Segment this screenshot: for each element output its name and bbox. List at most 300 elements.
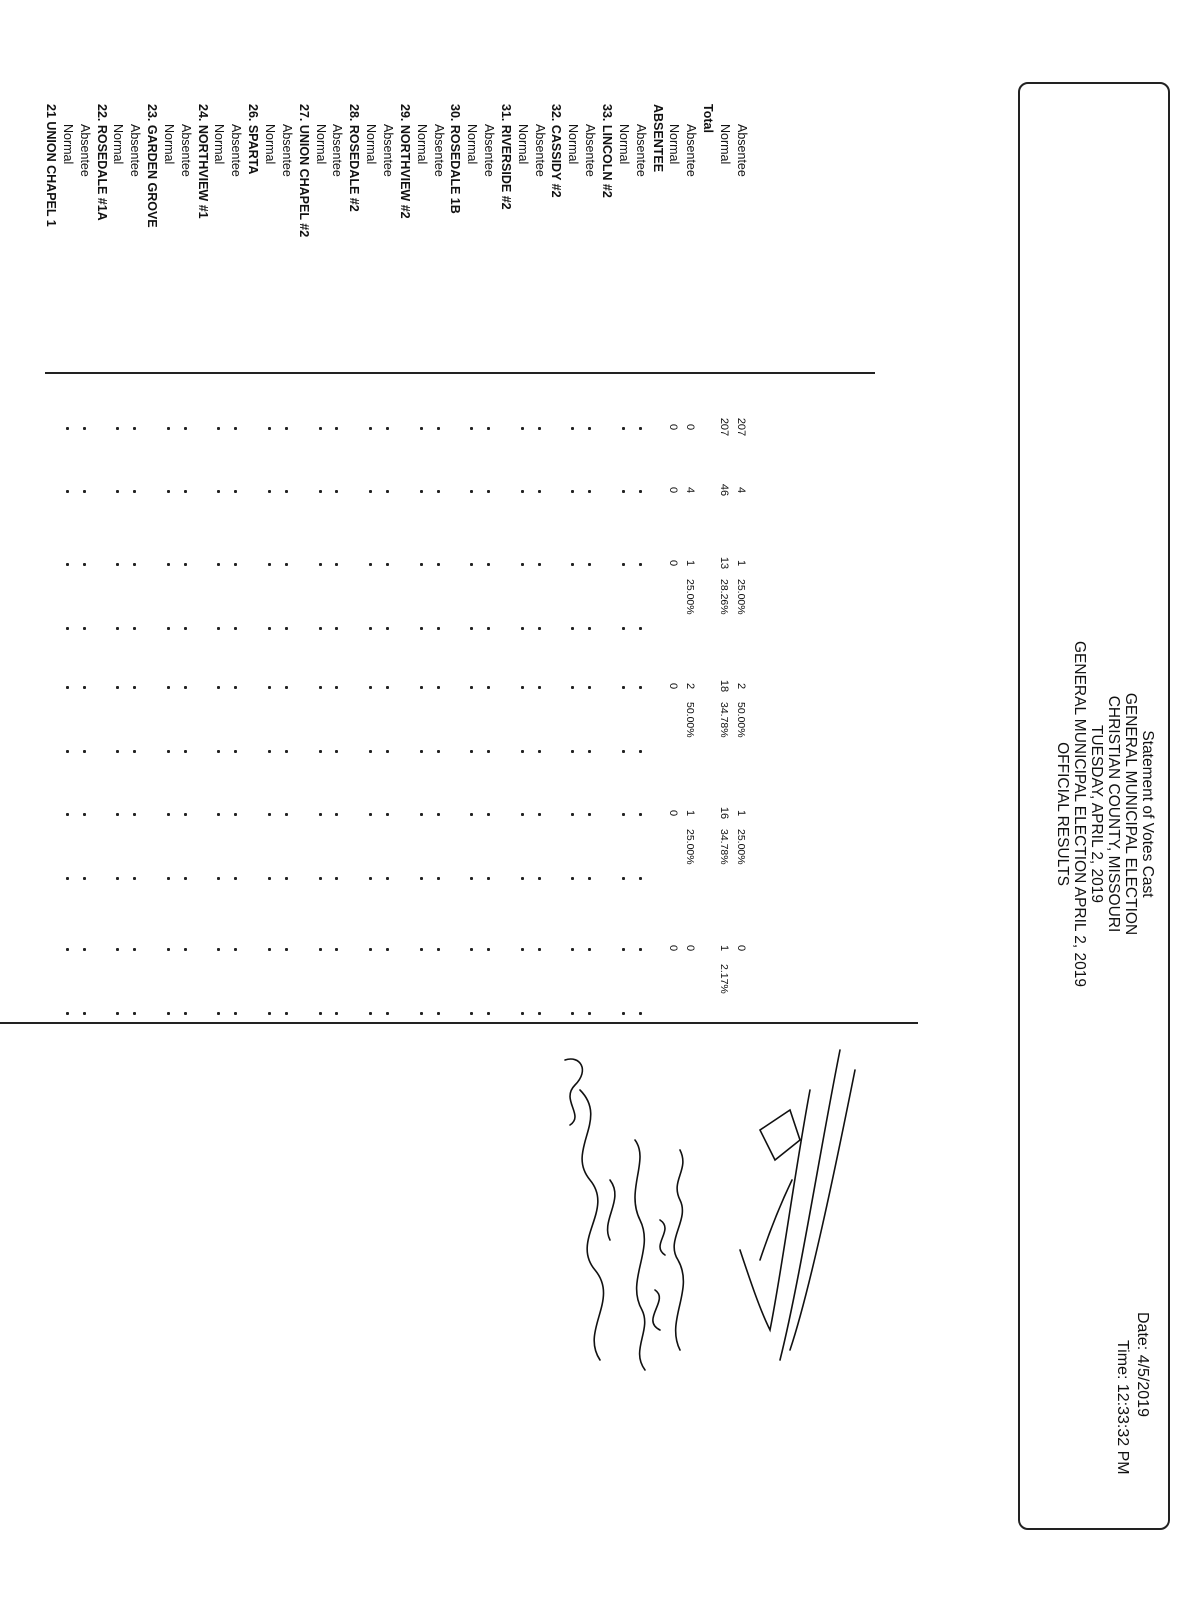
empty-pct-dot (369, 750, 372, 753)
empty-pct-dot (133, 877, 136, 880)
empty-cell-dot (639, 813, 642, 816)
empty-pct-dot (133, 627, 136, 630)
empty-pct-dot (83, 1012, 86, 1015)
precinct-label: 31. RIVERSIDE #2 (498, 104, 513, 210)
empty-cell-dot (386, 490, 389, 493)
empty-cell-dot (218, 490, 221, 493)
empty-pct-dot (521, 750, 524, 753)
empty-cell-dot (622, 490, 625, 493)
empty-cell-dot (234, 813, 237, 816)
precinct-label: 32. CASSIDY #2 (549, 104, 564, 198)
empty-pct-dot (218, 877, 221, 880)
empty-cell-dot (437, 490, 440, 493)
vote-percent: 28.26% (718, 579, 730, 615)
empty-pct-dot (184, 750, 187, 753)
empty-pct-dot (437, 627, 440, 630)
empty-cell-dot (319, 948, 322, 951)
empty-cell-dot (521, 490, 524, 493)
empty-pct-dot (437, 877, 440, 880)
empty-cell-dot (285, 813, 288, 816)
vote-type-label: Absentee (532, 124, 547, 177)
empty-cell-dot (470, 490, 473, 493)
title-line: CHRISTIAN COUNTY, MISSOURI (1105, 695, 1122, 933)
vote-percent: 34.78% (718, 829, 730, 865)
vote-type-label: Normal (212, 124, 227, 165)
empty-pct-dot (639, 1012, 642, 1015)
vote-type-label: Absentee (77, 124, 92, 177)
precinct-label: 26. SPARTA (246, 104, 261, 175)
empty-cell-dot (116, 427, 119, 430)
empty-pct-dot (133, 750, 136, 753)
empty-cell-dot (66, 563, 69, 566)
empty-cell-dot (369, 686, 372, 689)
empty-pct-dot (268, 750, 271, 753)
empty-cell-dot (285, 686, 288, 689)
empty-cell-dot (538, 813, 541, 816)
empty-cell-dot (538, 427, 541, 430)
empty-cell-dot (116, 563, 119, 566)
vote-count: 0 (667, 559, 680, 567)
empty-pct-dot (335, 1012, 338, 1015)
empty-pct-dot (622, 1012, 625, 1015)
vote-count: 0 (667, 944, 680, 952)
empty-cell-dot (571, 427, 574, 430)
vote-type-label: Normal (60, 124, 75, 165)
empty-pct-dot (167, 750, 170, 753)
empty-cell-dot (285, 427, 288, 430)
vote-count: 0 (667, 809, 680, 817)
empty-pct-dot (521, 877, 524, 880)
empty-pct-dot (66, 627, 69, 630)
empty-cell-dot (386, 686, 389, 689)
empty-cell-dot (218, 948, 221, 951)
empty-pct-dot (268, 1012, 271, 1015)
vote-count: 207 (734, 417, 747, 437)
empty-pct-dot (184, 1012, 187, 1015)
vote-type-label: Absentee (381, 124, 395, 177)
empty-cell-dot (66, 813, 69, 816)
empty-pct-dot (369, 1012, 372, 1015)
label-divider-rule (45, 372, 875, 374)
empty-cell-dot (571, 490, 574, 493)
empty-pct-dot (116, 627, 119, 630)
empty-cell-dot (571, 813, 574, 816)
vote-type-label: Absentee (431, 124, 446, 177)
empty-pct-dot (437, 750, 440, 753)
empty-cell-dot (487, 427, 490, 430)
empty-cell-dot (116, 490, 119, 493)
precinct-label: 29. NORTHVIEW #2 (397, 104, 412, 219)
vote-type-label: Normal (718, 124, 732, 165)
empty-pct-dot (420, 627, 423, 630)
empty-cell-dot (285, 563, 288, 566)
empty-pct-dot (369, 627, 372, 630)
empty-cell-dot (571, 563, 574, 566)
empty-cell-dot (639, 686, 642, 689)
empty-cell-dot (386, 948, 389, 951)
title-line: OFFICIAL RESULTS (1054, 742, 1071, 886)
empty-cell-dot (133, 490, 136, 493)
vote-count: 0 (667, 682, 680, 690)
vote-type-label: Absentee (229, 124, 244, 177)
empty-cell-dot (538, 686, 541, 689)
empty-cell-dot (639, 563, 642, 566)
empty-pct-dot (167, 627, 170, 630)
vote-percent: 50.00% (734, 702, 747, 738)
empty-cell-dot (369, 813, 372, 816)
empty-cell-dot (218, 427, 221, 430)
vote-type-label: Absentee (279, 124, 294, 177)
empty-pct-dot (386, 627, 389, 630)
empty-cell-dot (369, 948, 372, 951)
empty-pct-dot (319, 1012, 322, 1015)
empty-cell-dot (639, 427, 642, 430)
empty-cell-dot (588, 686, 591, 689)
vote-count: 1 (684, 559, 697, 567)
empty-cell-dot (116, 813, 119, 816)
vote-count: 2 (734, 682, 747, 690)
precinct-label: 21 UNION CHAPEL 1 (44, 104, 58, 227)
vote-count: 0 (667, 486, 680, 494)
empty-cell-dot (420, 813, 423, 816)
precinct-label: 28. ROSEDALE #2 (347, 104, 362, 212)
empty-pct-dot (622, 750, 625, 753)
vote-type-label: Absentee (633, 124, 648, 177)
empty-cell-dot (234, 427, 237, 430)
empty-pct-dot (622, 627, 625, 630)
empty-cell-dot (521, 948, 524, 951)
empty-cell-dot (83, 813, 86, 816)
vote-type-label: Normal (161, 124, 176, 165)
vote-count: 0 (734, 944, 747, 952)
vote-type-label: Absentee (734, 124, 749, 177)
empty-cell-dot (319, 813, 322, 816)
empty-cell-dot (83, 948, 86, 951)
empty-cell-dot (167, 490, 170, 493)
empty-cell-dot (133, 427, 136, 430)
empty-cell-dot (622, 948, 625, 951)
empty-pct-dot (571, 750, 574, 753)
empty-pct-dot (218, 750, 221, 753)
empty-cell-dot (184, 427, 187, 430)
vote-type-label: Normal (667, 124, 682, 165)
vote-count: 4 (684, 486, 697, 494)
empty-pct-dot (571, 1012, 574, 1015)
empty-cell-dot (319, 563, 322, 566)
empty-cell-dot (571, 686, 574, 689)
empty-cell-dot (420, 563, 423, 566)
empty-cell-dot (538, 948, 541, 951)
empty-cell-dot (218, 563, 221, 566)
report-header-box (1018, 82, 1170, 1530)
empty-pct-dot (538, 877, 541, 880)
empty-cell-dot (66, 427, 69, 430)
empty-pct-dot (420, 1012, 423, 1015)
empty-cell-dot (83, 686, 86, 689)
empty-pct-dot (218, 627, 221, 630)
empty-cell-dot (167, 686, 170, 689)
empty-cell-dot (184, 813, 187, 816)
empty-pct-dot (184, 627, 187, 630)
vote-count: 0 (684, 423, 697, 431)
empty-cell-dot (622, 813, 625, 816)
empty-pct-dot (83, 750, 86, 753)
empty-pct-dot (588, 627, 591, 630)
report-time: Time: 12:33:32 PM (1114, 1340, 1131, 1475)
vote-type-label: Absentee (684, 124, 699, 177)
empty-cell-dot (588, 427, 591, 430)
empty-pct-dot (66, 877, 69, 880)
empty-pct-dot (420, 750, 423, 753)
vote-count: 2 (684, 682, 697, 690)
empty-pct-dot (133, 1012, 136, 1015)
vote-percent: 34.78% (718, 702, 730, 738)
precinct-label: 22. ROSEDALE #1A (94, 104, 109, 221)
empty-cell-dot (369, 427, 372, 430)
vote-count: 1 (684, 809, 697, 817)
empty-cell-dot (420, 490, 423, 493)
empty-cell-dot (420, 686, 423, 689)
empty-cell-dot (268, 427, 271, 430)
empty-cell-dot (487, 563, 490, 566)
empty-cell-dot (588, 563, 591, 566)
title-line: GENERAL MUNICIPAL ELECTION APRIL 2, 2019 (1071, 640, 1088, 987)
empty-pct-dot (335, 750, 338, 753)
empty-pct-dot (268, 877, 271, 880)
empty-cell-dot (167, 813, 170, 816)
empty-cell-dot (268, 813, 271, 816)
vote-type-label: Normal (515, 124, 530, 165)
vote-percent: 25.00% (734, 829, 747, 865)
empty-cell-dot (133, 948, 136, 951)
empty-cell-dot (116, 948, 119, 951)
empty-cell-dot (622, 563, 625, 566)
vote-count: 4 (734, 486, 747, 494)
empty-cell-dot (218, 686, 221, 689)
empty-pct-dot (487, 1012, 490, 1015)
empty-cell-dot (83, 427, 86, 430)
empty-cell-dot (487, 490, 490, 493)
empty-cell-dot (133, 813, 136, 816)
empty-pct-dot (437, 1012, 440, 1015)
empty-cell-dot (521, 427, 524, 430)
empty-cell-dot (319, 490, 322, 493)
empty-cell-dot (538, 490, 541, 493)
vote-count: 0 (684, 944, 697, 952)
empty-pct-dot (470, 750, 473, 753)
empty-pct-dot (538, 750, 541, 753)
empty-cell-dot (386, 427, 389, 430)
empty-cell-dot (437, 563, 440, 566)
empty-cell-dot (133, 563, 136, 566)
empty-pct-dot (386, 877, 389, 880)
empty-pct-dot (386, 1012, 389, 1015)
empty-cell-dot (133, 686, 136, 689)
empty-pct-dot (420, 877, 423, 880)
empty-cell-dot (285, 948, 288, 951)
empty-cell-dot (234, 490, 237, 493)
empty-cell-dot (285, 490, 288, 493)
empty-cell-dot (369, 490, 372, 493)
empty-cell-dot (639, 948, 642, 951)
vote-count: 0 (667, 423, 680, 431)
empty-pct-dot (386, 750, 389, 753)
empty-cell-dot (218, 813, 221, 816)
vote-percent: 25.00% (684, 829, 697, 865)
empty-pct-dot (167, 1012, 170, 1015)
vote-type-label: Normal (364, 124, 379, 165)
empty-pct-dot (521, 627, 524, 630)
empty-cell-dot (470, 813, 473, 816)
empty-cell-dot (66, 490, 69, 493)
table-end-rule (0, 1022, 918, 1024)
vote-count: 13 (718, 556, 730, 570)
empty-cell-dot (470, 427, 473, 430)
vote-percent: 25.00% (734, 579, 747, 615)
empty-pct-dot (116, 877, 119, 880)
vote-count: 16 (718, 806, 730, 820)
empty-pct-dot (234, 750, 237, 753)
empty-pct-dot (487, 627, 490, 630)
empty-pct-dot (335, 877, 338, 880)
vote-count: 46 (718, 483, 730, 497)
empty-pct-dot (588, 1012, 591, 1015)
empty-cell-dot (268, 490, 271, 493)
empty-pct-dot (268, 627, 271, 630)
empty-pct-dot (319, 877, 322, 880)
precinct-label: 24. NORTHVIEW #1 (195, 104, 210, 219)
precinct-label: Total (701, 104, 716, 133)
empty-cell-dot (335, 948, 338, 951)
precinct-label: 30. ROSEDALE 1B (448, 104, 463, 214)
empty-pct-dot (285, 877, 288, 880)
empty-cell-dot (184, 490, 187, 493)
empty-cell-dot (83, 563, 86, 566)
title-line: Statement of Votes Cast (1139, 730, 1156, 898)
title-line: TUESDAY, APRIL 2, 2019 (1088, 724, 1105, 904)
report-date-block (1112, 1312, 1152, 1512)
vote-count: 18 (718, 679, 730, 693)
empty-cell-dot (184, 563, 187, 566)
empty-cell-dot (167, 948, 170, 951)
empty-cell-dot (571, 948, 574, 951)
empty-pct-dot (639, 750, 642, 753)
empty-cell-dot (184, 948, 187, 951)
vote-type-label: Absentee (583, 124, 598, 177)
empty-cell-dot (521, 686, 524, 689)
vote-type-label: Absentee (330, 124, 345, 177)
empty-pct-dot (538, 627, 541, 630)
empty-pct-dot (588, 877, 591, 880)
empty-cell-dot (437, 427, 440, 430)
empty-cell-dot (116, 686, 119, 689)
empty-pct-dot (218, 1012, 221, 1015)
empty-pct-dot (470, 1012, 473, 1015)
empty-cell-dot (386, 813, 389, 816)
report-date: Date: 4/5/2019 (1134, 1312, 1151, 1417)
empty-pct-dot (639, 627, 642, 630)
vote-type-label: Normal (313, 124, 328, 165)
empty-cell-dot (335, 427, 338, 430)
empty-cell-dot (268, 563, 271, 566)
empty-cell-dot (167, 563, 170, 566)
empty-cell-dot (588, 813, 591, 816)
empty-pct-dot (184, 877, 187, 880)
empty-cell-dot (437, 813, 440, 816)
vote-type-label: Absentee (482, 124, 497, 177)
empty-pct-dot (66, 750, 69, 753)
vote-type-label: Normal (566, 124, 581, 165)
empty-cell-dot (420, 427, 423, 430)
empty-cell-dot (521, 563, 524, 566)
empty-cell-dot (487, 813, 490, 816)
empty-cell-dot (639, 490, 642, 493)
vote-type-label: Normal (414, 124, 429, 165)
report-title-block (1054, 514, 1156, 1114)
empty-pct-dot (487, 877, 490, 880)
empty-pct-dot (319, 627, 322, 630)
precinct-label: ABSENTEE (650, 104, 665, 173)
vote-type-label: Normal (465, 124, 480, 165)
empty-cell-dot (487, 948, 490, 951)
empty-cell-dot (319, 686, 322, 689)
empty-cell-dot (66, 948, 69, 951)
vote-type-label: Absentee (128, 124, 143, 177)
empty-cell-dot (386, 563, 389, 566)
vote-type-label: Absentee (178, 124, 193, 177)
vote-count: 1 (734, 809, 747, 817)
empty-cell-dot (437, 686, 440, 689)
vote-count: 207 (718, 417, 730, 437)
empty-pct-dot (622, 877, 625, 880)
empty-pct-dot (167, 877, 170, 880)
vote-type-label: Normal (263, 124, 278, 165)
empty-pct-dot (83, 877, 86, 880)
empty-cell-dot (184, 686, 187, 689)
empty-pct-dot (335, 627, 338, 630)
empty-cell-dot (369, 563, 372, 566)
empty-cell-dot (335, 686, 338, 689)
empty-pct-dot (285, 627, 288, 630)
empty-cell-dot (622, 686, 625, 689)
vote-percent: 25.00% (684, 579, 697, 615)
empty-cell-dot (470, 563, 473, 566)
title-line: GENERAL MUNICIPAL ELECTION (1122, 692, 1139, 936)
empty-cell-dot (234, 686, 237, 689)
empty-cell-dot (470, 948, 473, 951)
empty-cell-dot (335, 813, 338, 816)
empty-pct-dot (521, 1012, 524, 1015)
empty-cell-dot (335, 490, 338, 493)
empty-cell-dot (319, 427, 322, 430)
empty-cell-dot (521, 813, 524, 816)
empty-cell-dot (487, 686, 490, 689)
empty-pct-dot (369, 877, 372, 880)
empty-pct-dot (116, 750, 119, 753)
empty-cell-dot (588, 948, 591, 951)
empty-pct-dot (470, 877, 473, 880)
empty-cell-dot (622, 427, 625, 430)
empty-pct-dot (538, 1012, 541, 1015)
empty-cell-dot (420, 948, 423, 951)
vote-type-label: Normal (111, 124, 126, 165)
empty-cell-dot (538, 563, 541, 566)
empty-cell-dot (234, 948, 237, 951)
precinct-label: 27. UNION CHAPEL #2 (296, 104, 311, 238)
empty-cell-dot (335, 563, 338, 566)
precinct-label: 23. GARDEN GROVE (145, 104, 160, 228)
empty-pct-dot (234, 627, 237, 630)
